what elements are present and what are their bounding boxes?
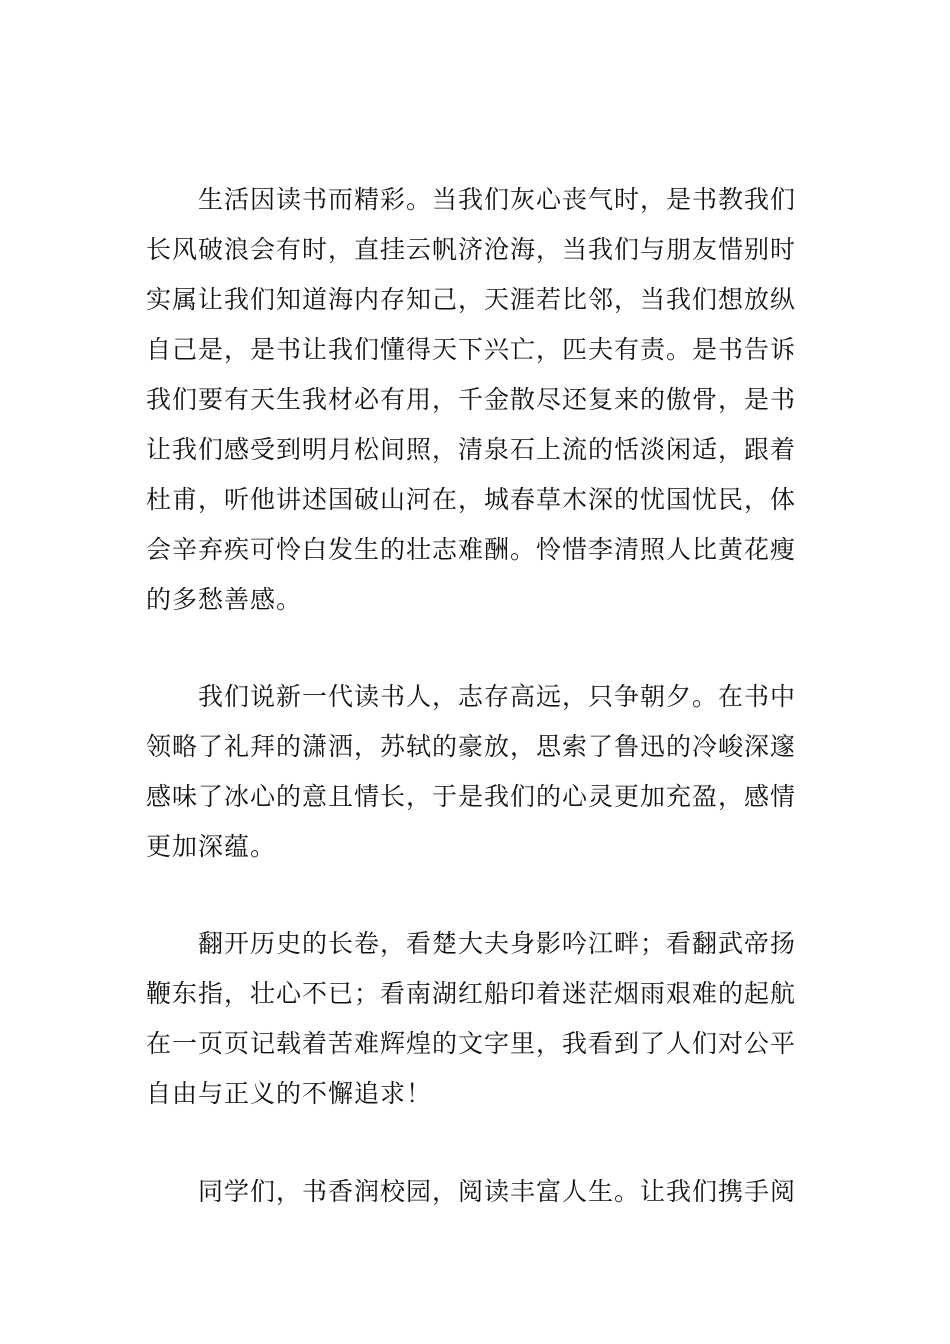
paragraph-1-line-1: 生活因读书而精彩。当我们灰心丧气时，是书教我们 [198,185,797,214]
paragraph-1-line-9: 的多愁善感。 [146,585,303,614]
paragraph-1-line-2: 长风破浪会有时，直挂云帆济沧海，当我们与朋友惜别时 [146,235,797,264]
paragraph-1-line-8: 会辛弃疾可怜白发生的壮志难酬。怜惜李清照人比黄花瘦 [146,535,797,564]
paragraph-1-line-4: 自己是，是书让我们懂得天下兴亡，匹夫有责。是书告诉 [146,335,797,364]
paragraph-1-line-6: 让我们感受到明月松间照，清泉石上流的恬淡闲适，跟着 [146,435,797,464]
paragraph-3-line-1: 翻开历史的长卷，看楚大夫身影吟江畔；看翻武帝扬 [198,929,797,958]
paragraph-2-line-3: 感味了冰心的意且情长，于是我们的心灵更加充盈，感情 [146,782,797,811]
paragraph-1-line-5: 我们要有天生我材必有用，千金散尽还复来的傲骨，是书 [146,385,797,414]
paragraph-3-line-2: 鞭东指，壮心不已；看南湖红船印着迷茫烟雨艰难的起航 [146,979,797,1008]
paragraph-4-line-1: 同学们，书香润校园，阅读丰富人生。让我们携手阅 [198,1177,797,1206]
paragraph-1-line-7: 杜甫，听他讲述国破山河在，城春草木深的忧国忧民，体 [146,485,797,514]
paragraph-3-line-4: 自由与正义的不懈追求！ [146,1079,433,1108]
paragraph-3-line-3: 在一页页记载着苦难辉煌的文字里，我看到了人们对公平 [146,1029,797,1058]
paragraph-2-line-1: 我们说新一代读书人，志存高远，只争朝夕。在书中 [198,682,797,711]
paragraph-2-line-4: 更加深蕴。 [146,832,277,861]
paragraph-1-line-3: 实属让我们知道海内存知己，天涯若比邻，当我们想放纵 [146,285,797,314]
paragraph-2-line-2: 领略了礼拜的潇洒，苏轼的豪放，思索了鲁迅的冷峻深邃 [146,732,797,761]
